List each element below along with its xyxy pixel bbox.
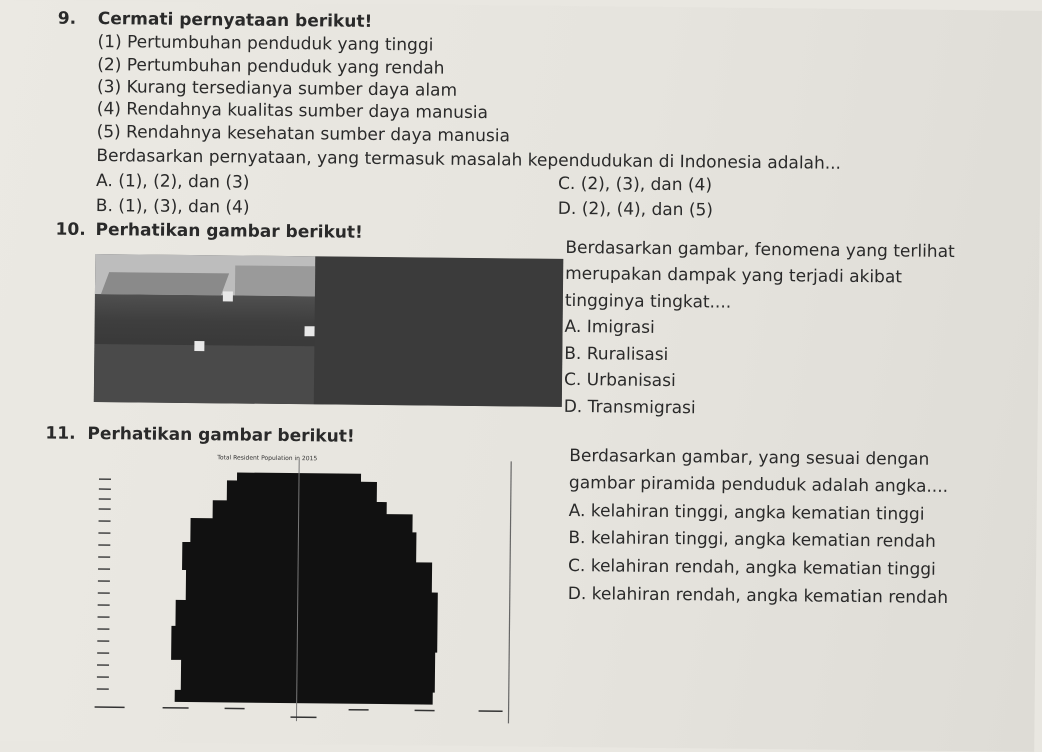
q9-statement-4: (4) Rendahnya kualitas sumber daya manusia [97,99,488,123]
q9-statement-1: (1) Pertumbuhan penduduk yang tinggi [97,32,433,56]
q10-question-line-2: merupakan dampak yang terjadi akibat [565,264,902,288]
q11-question-line-1: Berdasarkan gambar, yang sesuai dengan [569,446,929,470]
q10-number: 10. [55,220,85,240]
q11-number: 11. [45,424,75,444]
q11-option-b[interactable]: B. kelahiran tinggi, angka kematian rendah [568,528,936,552]
q11-option-c[interactable]: C. kelahiran rendah, angka kematian tinggi [568,556,936,580]
q10-option-b[interactable]: B. Ruralisasi [564,344,668,365]
q9-option-a[interactable]: A. (1), (2), dan (3) [96,171,250,193]
q11-option-d[interactable]: D. kelahiran rendah, angka kematian rendah [568,584,949,608]
q10-question-line-3: tingginya tingkat.... [565,291,732,313]
q11-option-a[interactable]: A. kelahiran tinggi, angka kematian tinggi [569,501,925,525]
q9-prompt: Cermati pernyataan berikut! [98,9,373,32]
q9-option-d[interactable]: D. (2), (4), dan (5) [558,199,713,221]
q11-prompt: Perhatikan gambar berikut! [87,424,354,447]
q9-statement-2: (2) Pertumbuhan penduduk yang rendah [97,55,444,79]
q11-question-line-2: gambar piramida penduduk adalah angka.... [569,473,948,497]
q10-question-line-1: Berdasarkan gambar, fenomena yang terlihat [565,238,955,262]
q9-option-c[interactable]: C. (2), (3), dan (4) [558,174,712,196]
q9-question: Berdasarkan pernyataan, yang termasuk masalah kependudukan di Indonesia adalah... [96,146,841,174]
pyramid-graphic [84,449,519,730]
population-pyramid [84,449,519,730]
q9-number: 9. [58,9,77,29]
q9-statement-3: (3) Kurang tersedianya sumber daya alam [97,77,457,101]
q10-option-a[interactable]: A. Imigrasi [565,317,655,338]
slum-settlement-photo [94,254,564,407]
q9-statement-5: (5) Rendahnya kesehatan sumber daya manusia [97,122,511,146]
q9-option-b[interactable]: B. (1), (3), dan (4) [96,196,250,218]
q10-option-c[interactable]: C. Urbanisasi [564,370,676,391]
pyramid-title: Total Resident Population in 2015 [217,454,317,462]
q10-option-d[interactable]: D. Transmigrasi [564,397,696,418]
q10-prompt: Perhatikan gambar berikut! [95,220,362,243]
